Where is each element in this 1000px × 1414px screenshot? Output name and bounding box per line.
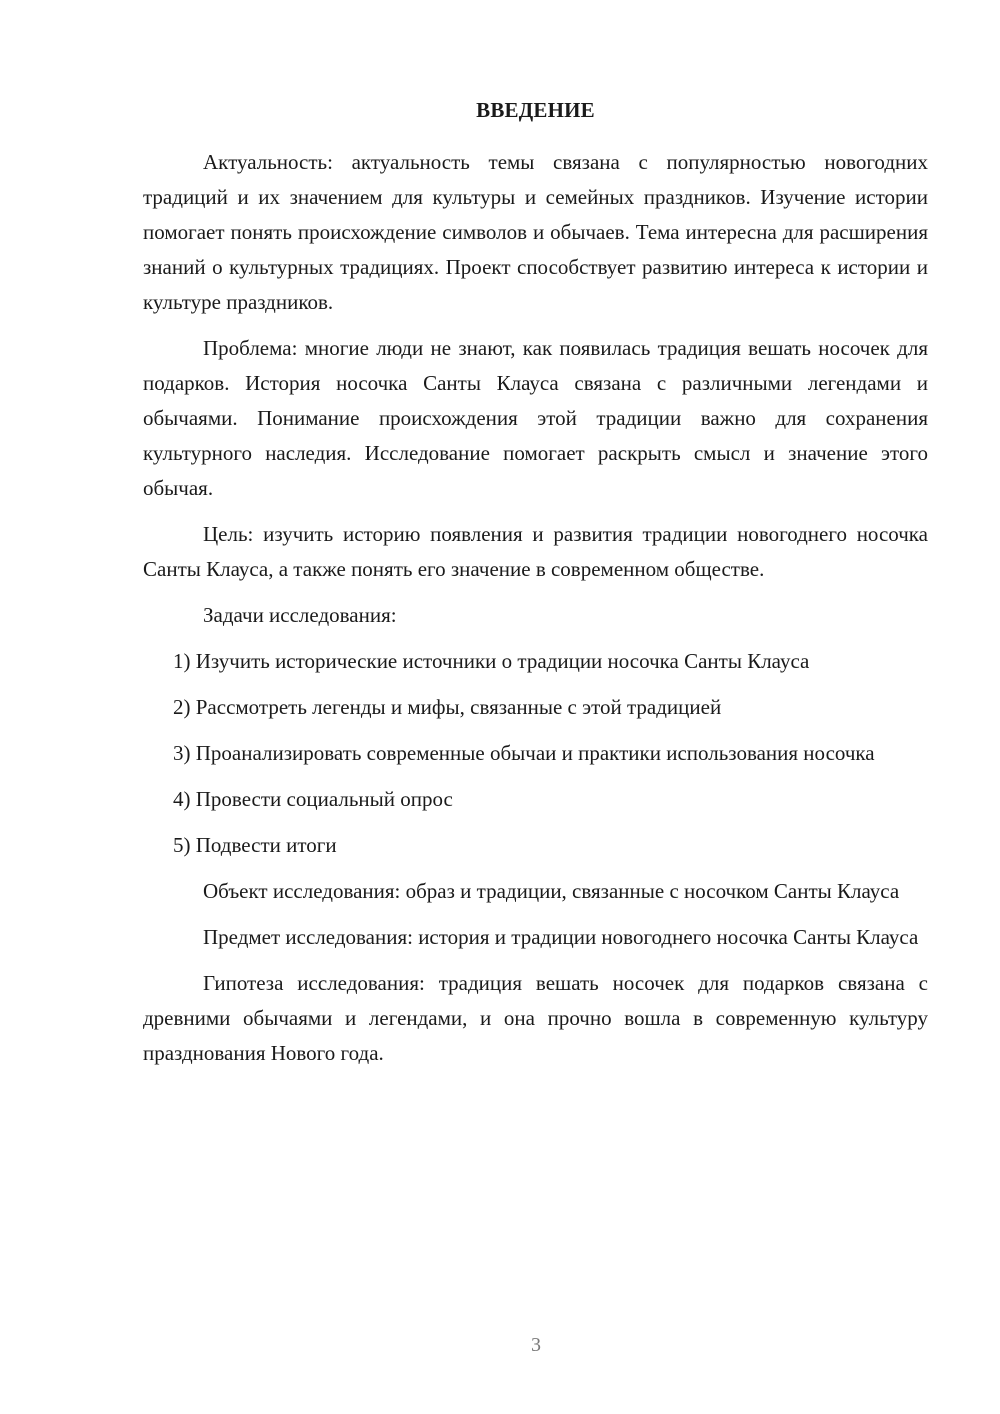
goal-paragraph: Цель: изучить историю появления и развития традиции новогоднего носочка Санты Клауса, а также понять его значение в современном обществе. bbox=[143, 522, 928, 581]
task-item-1: 1) Изучить исторические источники о традиции носочка Санты Клауса bbox=[173, 649, 810, 673]
task-item-2: 2) Рассмотреть легенды и мифы, связанные с этой традицией bbox=[173, 695, 722, 719]
task-item-4: 4) Провести социальный опрос bbox=[173, 787, 453, 811]
subject-paragraph: Предмет исследования: история и традиции новогоднего носочка Санты Клауса bbox=[203, 925, 919, 949]
task-item-5: 5) Подвести итоги bbox=[173, 833, 337, 857]
problem-paragraph: Проблема: многие люди не знают, как появилась традиция вешать носочек для подарков. История носочка Санты Клауса связана с различными легендами и обычаями. Понимание происхождения этой традиции важно для сохранения культурного наследия. Исследование помогает раскрыть смысл и значение этого обычая. bbox=[143, 336, 928, 500]
hypothesis-paragraph: Гипотеза исследования: традиция вешать носочек для подарков связана с древними обычаями и легендами, и она прочно вошла в современную культуру празднования Нового года. bbox=[143, 971, 928, 1065]
object-paragraph: Объект исследования: образ и традиции, связанные с носочком Санты Клауса bbox=[203, 879, 900, 903]
task-item-3: 3) Проанализировать современные обычаи и практики использования носочка bbox=[173, 741, 875, 765]
tasks-heading: Задачи исследования: bbox=[203, 603, 397, 627]
document-page bbox=[143, 93, 928, 1071]
page-number: 3 bbox=[531, 1334, 541, 1356]
section-title: ВВЕДЕНИЕ bbox=[476, 98, 595, 122]
relevance-paragraph: Актуальность: актуальность темы связана с популярностью новогодних традиций и их значением для культуры и семейных праздников. Изучение истории помогает понять происхождение символов и обычаев. Тема интересна для расширения знаний о культурных традициях. Проект способствует развитию интереса к истории и культуре праздников. bbox=[143, 150, 928, 314]
